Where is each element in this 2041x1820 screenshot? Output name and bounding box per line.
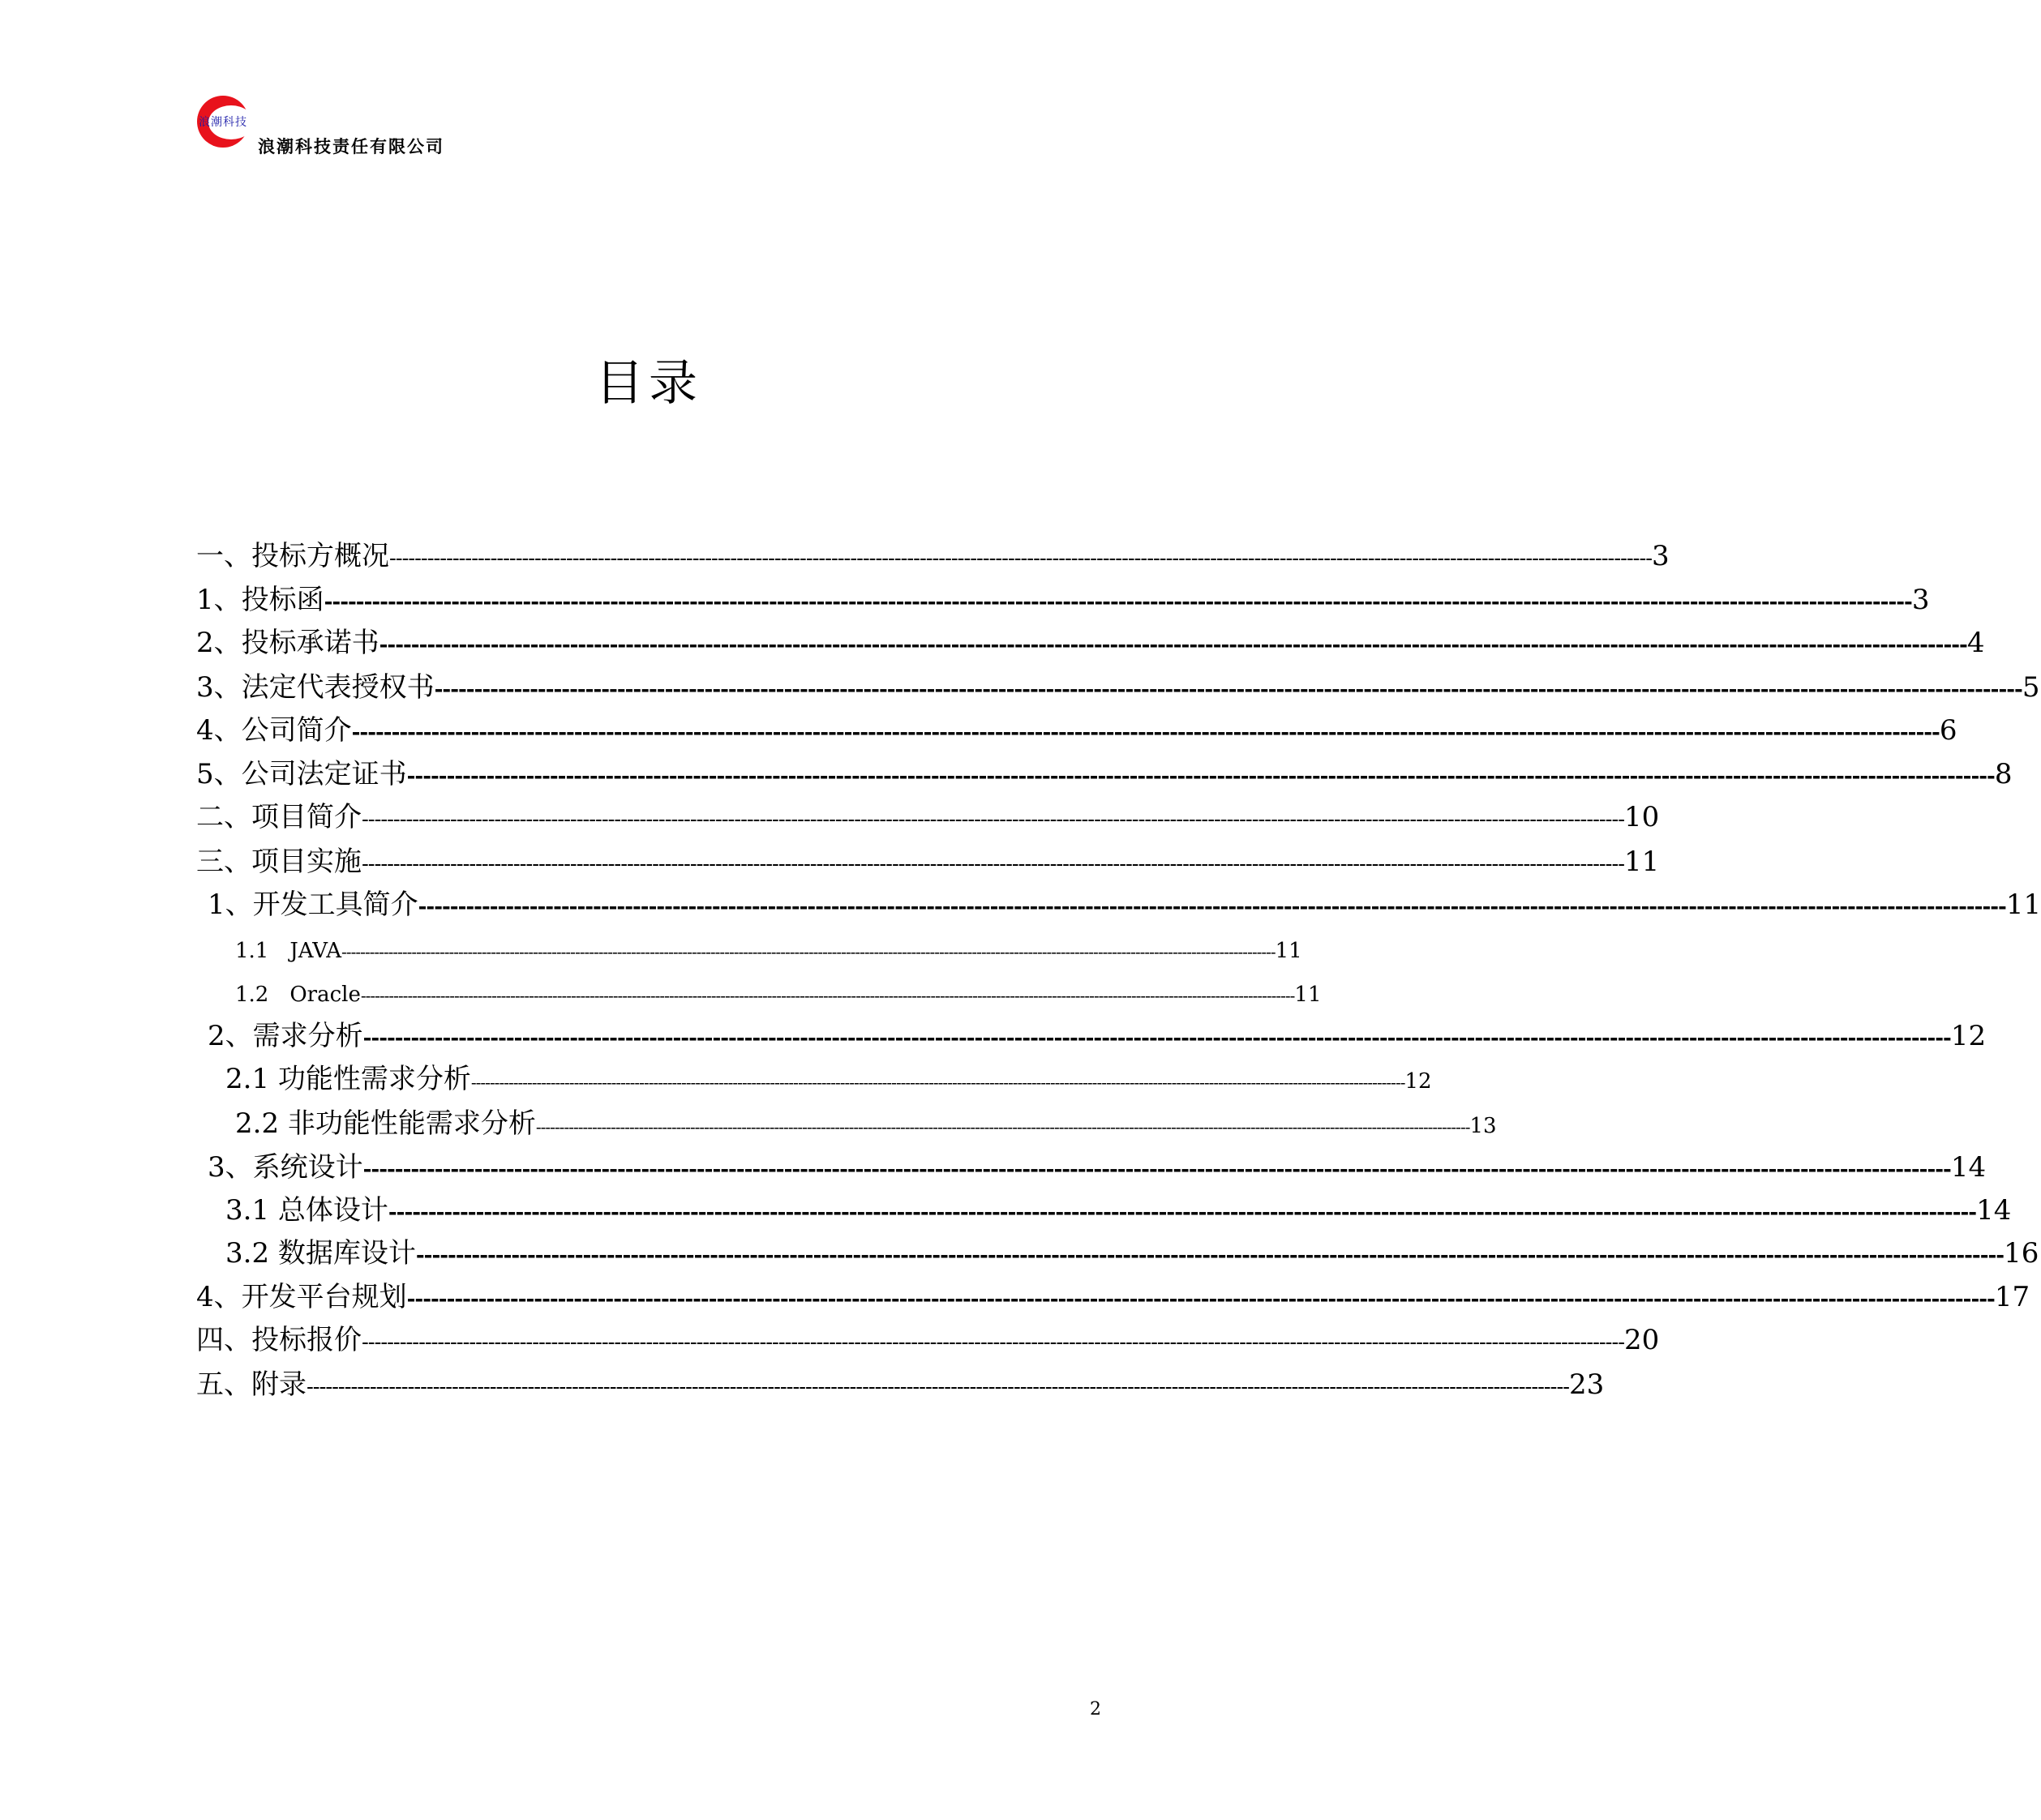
page-title: 目录 (595, 355, 702, 412)
toc-leader: -------------------------------------------------------------------------------------------------------------------------------------------------------------------------------------------------------- (535, 1117, 1470, 1137)
toc-page: 6 (1939, 714, 1957, 747)
company-logo (197, 96, 258, 151)
toc-leader: -------------------------------------------------------------------------------------------------------------------------------------------------------------------------------------------------------- (434, 678, 2022, 702)
toc-leader: -------------------------------------------------------------------------------------------------------------------------------------------------------------------------------------------------------- (324, 590, 1912, 615)
toc-label: 5、公司法定证书 (196, 758, 407, 790)
toc-page: 14 (1976, 1194, 2012, 1227)
toc-page: 20 (1624, 1324, 1660, 1356)
toc-leader: -------------------------------------------------------------------------------------------------------------------------------------------------------------------------------------------------------- (362, 1330, 1625, 1355)
toc-leader: -------------------------------------------------------------------------------------------------------------------------------------------------------------------------------------------------------- (415, 1244, 2005, 1268)
toc-label: 3、系统设计 (208, 1151, 363, 1184)
toc-entry[interactable] (196, 538, 1670, 576)
toc-label: 三、项目实施 (196, 846, 362, 878)
toc-entry[interactable] (196, 582, 1930, 620)
toc-leader: -------------------------------------------------------------------------------------------------------------------------------------------------------------------------------------------------------- (360, 986, 1295, 1005)
toc-entry[interactable] (196, 625, 1985, 663)
toc-leader: -------------------------------------------------------------------------------------------------------------------------------------------------------------------------------------------------------- (362, 852, 1625, 876)
toc-page: 8 (1994, 758, 2013, 790)
toc-label: 3.2 数据库设计 (225, 1237, 416, 1270)
toc-page: 12 (1950, 1020, 1987, 1052)
toc-entry[interactable] (196, 713, 1957, 751)
toc-label: 1、投标函 (196, 584, 324, 616)
toc-page: 10 (1624, 801, 1660, 833)
company-name: 浪潮科技责任有限公司 (258, 137, 444, 156)
toc-page: 11 (2005, 889, 2041, 921)
toc-label: 1.1 JAVA (235, 939, 342, 963)
logo-text: 浪潮科技 (199, 116, 247, 129)
toc-page: 13 (1469, 1114, 1497, 1138)
toc-entry[interactable] (208, 887, 2041, 925)
toc-entry[interactable] (225, 1061, 1432, 1100)
toc-label: 1.2 Oracle (235, 983, 361, 1007)
toc-leader: -------------------------------------------------------------------------------------------------------------------------------------------------------------------------------------------------------- (406, 764, 1995, 789)
toc-page: 4 (1966, 627, 1985, 659)
toc-leader: -------------------------------------------------------------------------------------------------------------------------------------------------------------------------------------------------------- (362, 1026, 1951, 1051)
toc-page: 23 (1569, 1368, 1605, 1401)
toc-entry[interactable] (196, 1322, 1660, 1360)
toc-label: 2、需求分析 (208, 1020, 363, 1052)
toc-page: 11 (1275, 939, 1302, 963)
toc-entry[interactable] (196, 799, 1660, 837)
toc-page: 3 (1652, 540, 1670, 572)
toc-label: 4、公司简介 (196, 714, 352, 747)
toc-leader: -------------------------------------------------------------------------------------------------------------------------------------------------------------------------------------------------------- (389, 546, 1653, 571)
toc-label: 2、投标承诺书 (196, 627, 379, 659)
toc-entry[interactable] (225, 1193, 2012, 1231)
toc-label: 1、开发工具简介 (208, 889, 418, 921)
toc-label: 五、附录 (196, 1368, 307, 1401)
toc-leader: -------------------------------------------------------------------------------------------------------------------------------------------------------------------------------------------------------- (406, 1287, 1995, 1312)
toc-page: 11 (1624, 846, 1660, 878)
toc-label: 4、开发平台规划 (196, 1281, 407, 1313)
toc-entry[interactable] (235, 977, 1322, 1013)
toc-page: 16 (2004, 1237, 2039, 1270)
toc-label: 2.2 非功能性能需求分析 (235, 1107, 536, 1140)
toc-page: 12 (1404, 1069, 1432, 1094)
toc-entry[interactable] (196, 1279, 2030, 1317)
toc-leader: -------------------------------------------------------------------------------------------------------------------------------------------------------------------------------------------------------- (307, 1375, 1570, 1399)
toc-entry[interactable] (196, 844, 1660, 882)
toc-entry[interactable] (208, 1018, 1987, 1056)
toc-leader: -------------------------------------------------------------------------------------------------------------------------------------------------------------------------------------------------------- (470, 1073, 1405, 1092)
toc-label: 3.1 总体设计 (225, 1194, 388, 1227)
toc-leader: -------------------------------------------------------------------------------------------------------------------------------------------------------------------------------------------------------- (341, 942, 1276, 961)
toc-entry[interactable] (196, 670, 2040, 708)
toc-entry[interactable] (225, 1235, 2039, 1274)
toc-entry[interactable] (196, 756, 2013, 794)
toc-leader: -------------------------------------------------------------------------------------------------------------------------------------------------------------------------------------------------------- (379, 633, 1967, 657)
toc-entry[interactable] (208, 1150, 1987, 1188)
toc-page: 17 (1994, 1281, 2030, 1313)
toc-page: 3 (1911, 584, 1930, 616)
toc-leader: -------------------------------------------------------------------------------------------------------------------------------------------------------------------------------------------------------- (362, 1158, 1951, 1182)
toc-leader: -------------------------------------------------------------------------------------------------------------------------------------------------------------------------------------------------------- (388, 1201, 1977, 1225)
toc-label: 2.1 功能性需求分析 (225, 1063, 471, 1095)
toc-label: 一、投标方概况 (196, 540, 389, 572)
page-number: 2 (1090, 1699, 1101, 1719)
toc-entry[interactable] (196, 1367, 1605, 1405)
toc-leader: -------------------------------------------------------------------------------------------------------------------------------------------------------------------------------------------------------- (418, 895, 2006, 919)
toc-entry[interactable] (235, 933, 1302, 970)
toc-leader: -------------------------------------------------------------------------------------------------------------------------------------------------------------------------------------------------------- (362, 807, 1625, 832)
toc-page: 11 (1294, 983, 1322, 1007)
toc-entry[interactable] (235, 1106, 1497, 1145)
toc-page: 14 (1950, 1151, 1987, 1184)
toc-label: 二、项目简介 (196, 801, 362, 833)
toc-label: 3、法定代表授权书 (196, 671, 435, 704)
toc-label: 四、投标报价 (196, 1324, 362, 1356)
toc-page: 5 (2022, 671, 2040, 704)
toc-leader: -------------------------------------------------------------------------------------------------------------------------------------------------------------------------------------------------------- (351, 721, 1940, 745)
